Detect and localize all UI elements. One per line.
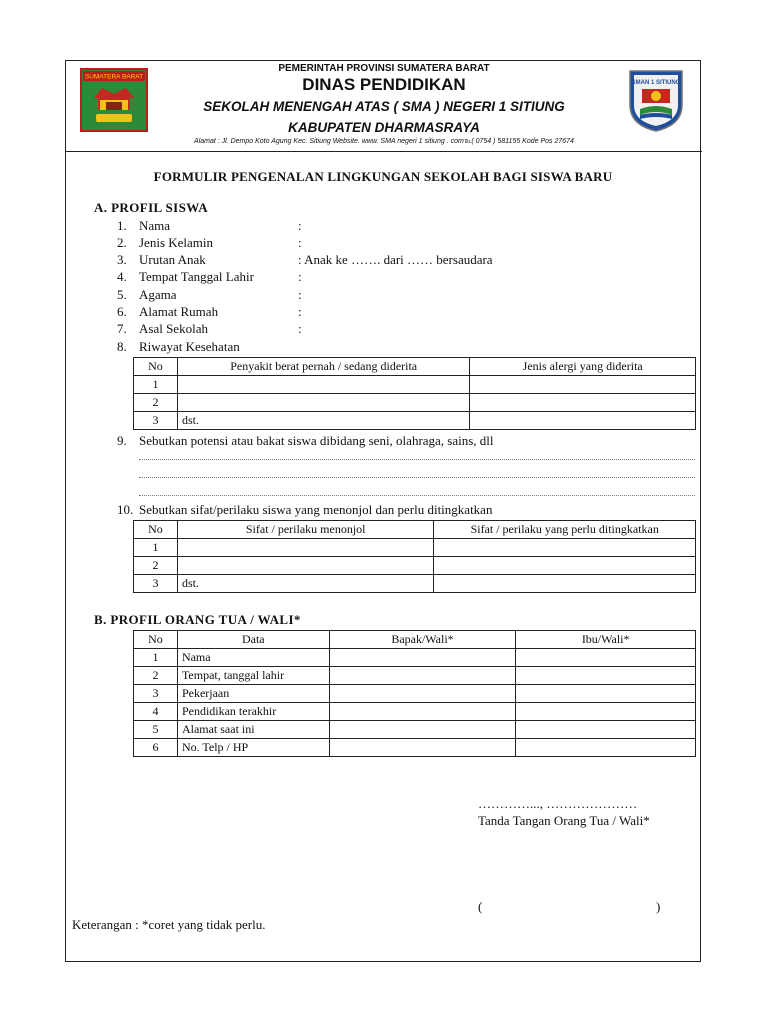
row-label: Alamat saat ini bbox=[177, 721, 329, 739]
field-value-urutan-anak[interactable]: : Anak ke ……. dari …… bersaudara bbox=[298, 252, 493, 267]
table-cell[interactable] bbox=[470, 394, 696, 412]
footnote: Keterangan : *coret yang tidak perlu. bbox=[72, 917, 266, 932]
item-number: 1. bbox=[117, 218, 127, 233]
table-cell[interactable] bbox=[177, 557, 434, 575]
mother-cell[interactable] bbox=[516, 649, 696, 667]
row-number: 1 bbox=[134, 649, 178, 667]
field-label-urutan-anak: Urutan Anak bbox=[139, 252, 206, 267]
section-a-title: A. PROFIL SISWA bbox=[94, 200, 208, 215]
table-row bbox=[134, 721, 696, 739]
item-number: 10. bbox=[117, 502, 134, 517]
field-value-asal-sekolah[interactable]: : bbox=[298, 321, 302, 336]
father-cell[interactable] bbox=[329, 685, 516, 703]
school-name: SEKOLAH MENENGAH ATAS ( SMA ) NEGERI 1 SITIUNG bbox=[203, 99, 565, 114]
father-cell[interactable] bbox=[329, 667, 516, 685]
health-history-table bbox=[133, 357, 696, 430]
table-row bbox=[134, 575, 696, 593]
column-header: Sifat / perilaku yang perlu ditingkatkan bbox=[434, 521, 696, 539]
talent-question: Sebutkan potensi atau bakat siswa dibidang seni, olahraga, sains, dll bbox=[139, 433, 494, 448]
signature-close-paren: ) bbox=[656, 899, 661, 914]
field-label-tempat-tanggal-lahir: Tempat Tanggal Lahir bbox=[139, 269, 254, 284]
row-label: Nama bbox=[177, 649, 329, 667]
mother-cell[interactable] bbox=[516, 739, 696, 757]
answer-line[interactable] bbox=[139, 459, 695, 460]
table-cell[interactable]: dst. bbox=[177, 575, 434, 593]
school-address: Alamat : Jl. Dempo Koto Agung Kec. Sitiung Website. www. SMA negeri 1 sitiung . com℡( 0754 ) 581155 Kode Pos 27674 bbox=[194, 138, 574, 145]
field-label-agama: Agama bbox=[139, 287, 177, 302]
left-logo-caption: SUMATERA BARAT bbox=[84, 73, 144, 81]
field-label-jenis-kelamin: Jenis Kelamin bbox=[139, 235, 214, 250]
behavior-question: Sebutkan sifat/perilaku siswa yang menonjol dan perlu ditingkatkan bbox=[139, 502, 493, 517]
father-cell[interactable] bbox=[329, 703, 516, 721]
mother-cell[interactable] bbox=[516, 721, 696, 739]
item-number: 4. bbox=[117, 269, 127, 284]
item-number: 8. bbox=[117, 339, 127, 354]
field-label-riwayat-kesehatan: Riwayat Kesehatan bbox=[139, 339, 240, 354]
row-number: 2 bbox=[134, 557, 178, 575]
item-number: 2. bbox=[117, 235, 127, 250]
column-header: Sifat / perilaku menonjol bbox=[177, 521, 434, 539]
row-number: 1 bbox=[134, 376, 178, 394]
column-header: No bbox=[134, 521, 178, 539]
row-number: 3 bbox=[134, 685, 178, 703]
table-cell[interactable] bbox=[434, 557, 696, 575]
row-number: 5 bbox=[134, 721, 178, 739]
table-row bbox=[134, 703, 696, 721]
sman-1-sitiung-logo bbox=[622, 65, 690, 133]
column-header: Jenis alergi yang diderita bbox=[470, 358, 696, 376]
table-header-row bbox=[134, 631, 696, 649]
father-cell[interactable] bbox=[329, 649, 516, 667]
item-number: 5. bbox=[117, 287, 127, 302]
column-header: Penyakit berat pernah / sedang diderita bbox=[177, 358, 469, 376]
answer-line[interactable] bbox=[139, 495, 695, 496]
section-b-title: B. PROFIL ORANG TUA / WALI* bbox=[94, 612, 301, 627]
field-value-alamat-rumah[interactable]: : bbox=[298, 304, 302, 319]
table-row bbox=[134, 685, 696, 703]
form-page bbox=[65, 60, 701, 962]
regency-name: KABUPATEN DHARMASRAYA bbox=[288, 120, 480, 135]
row-number: 3 bbox=[134, 575, 178, 593]
mother-cell[interactable] bbox=[516, 667, 696, 685]
field-label-asal-sekolah: Asal Sekolah bbox=[139, 321, 208, 336]
date-place-line[interactable]: …………..., ………………… bbox=[478, 796, 638, 811]
mother-cell[interactable] bbox=[516, 703, 696, 721]
table-header-row bbox=[134, 521, 696, 539]
row-label: No. Telp / HP bbox=[177, 739, 329, 757]
table-row bbox=[134, 557, 696, 575]
column-header: Bapak/Wali* bbox=[329, 631, 516, 649]
row-number: 4 bbox=[134, 703, 178, 721]
row-label: Pekerjaan bbox=[177, 685, 329, 703]
row-label: Tempat, tanggal lahir bbox=[177, 667, 329, 685]
row-label: Pendidikan terakhir bbox=[177, 703, 329, 721]
table-cell[interactable] bbox=[470, 376, 696, 394]
table-cell[interactable] bbox=[434, 539, 696, 557]
item-number: 6. bbox=[117, 304, 127, 319]
column-header: Ibu/Wali* bbox=[516, 631, 696, 649]
parent-profile-table bbox=[133, 630, 696, 757]
item-number: 9. bbox=[117, 433, 127, 448]
table-row bbox=[134, 739, 696, 757]
answer-line[interactable] bbox=[139, 477, 695, 478]
right-logo-caption: SMAN 1 SITIUNG bbox=[631, 80, 681, 86]
row-number: 2 bbox=[134, 667, 178, 685]
table-row bbox=[134, 394, 696, 412]
row-number: 1 bbox=[134, 539, 178, 557]
field-label-alamat-rumah: Alamat Rumah bbox=[139, 304, 219, 319]
table-cell[interactable] bbox=[177, 376, 469, 394]
field-label-nama: Nama bbox=[139, 218, 171, 233]
table-row bbox=[134, 412, 696, 430]
table-cell[interactable] bbox=[434, 575, 696, 593]
row-number: 3 bbox=[134, 412, 178, 430]
table-row bbox=[134, 539, 696, 557]
table-row bbox=[134, 376, 696, 394]
field-value-tempat-tanggal-lahir[interactable]: : bbox=[298, 269, 302, 284]
letterhead bbox=[66, 61, 702, 152]
signature-open-paren: ( bbox=[478, 899, 483, 914]
column-header: No bbox=[134, 358, 178, 376]
table-cell[interactable] bbox=[470, 412, 696, 430]
row-number: 2 bbox=[134, 394, 178, 412]
mother-cell[interactable] bbox=[516, 685, 696, 703]
table-cell[interactable]: dst. bbox=[177, 412, 469, 430]
column-header: No bbox=[134, 631, 178, 649]
form-title: FORMULIR PENGENALAN LINGKUNGAN SEKOLAH BAGI SISWA BARU bbox=[153, 169, 613, 184]
table-row bbox=[134, 649, 696, 667]
table-row bbox=[134, 667, 696, 685]
table-cell[interactable] bbox=[177, 394, 469, 412]
father-cell[interactable] bbox=[329, 721, 516, 739]
father-cell[interactable] bbox=[329, 739, 516, 757]
item-number: 3. bbox=[117, 252, 127, 267]
field-value-jenis-kelamin[interactable]: : bbox=[298, 235, 302, 250]
item-number: 7. bbox=[117, 321, 127, 336]
behavior-table bbox=[133, 520, 696, 593]
table-header-row bbox=[134, 358, 696, 376]
field-value-agama[interactable]: : bbox=[298, 287, 302, 302]
province-name: PEMERINTAH PROVINSI SUMATERA BARAT bbox=[278, 63, 490, 74]
table-cell[interactable] bbox=[177, 539, 434, 557]
field-value-nama[interactable]: : bbox=[298, 218, 302, 233]
column-header: Data bbox=[177, 631, 329, 649]
office-name: DINAS PENDIDIKAN bbox=[302, 75, 466, 94]
signature-label: Tanda Tangan Orang Tua / Wali* bbox=[478, 813, 650, 828]
row-number: 6 bbox=[134, 739, 178, 757]
